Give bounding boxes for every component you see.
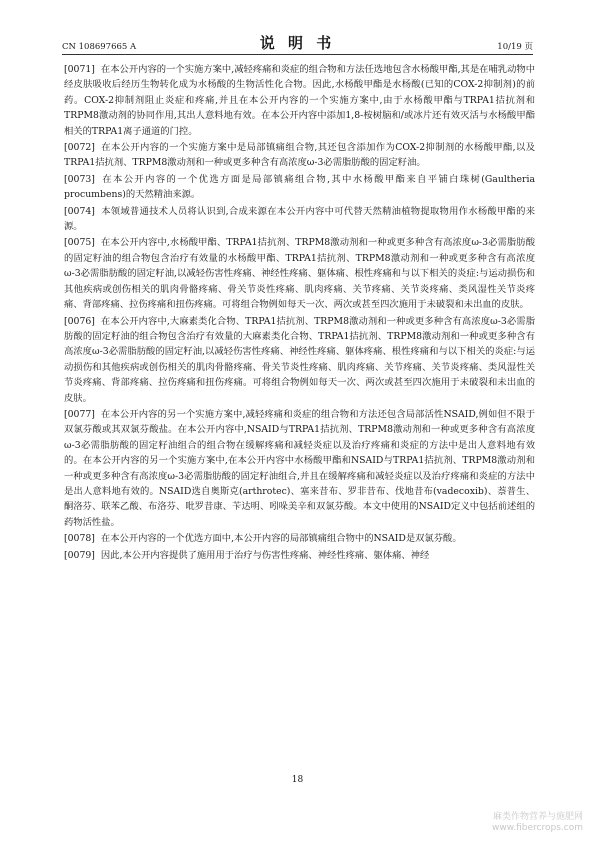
paragraph-number: [0077] — [64, 408, 95, 420]
page-counter: 10/19 页 — [497, 42, 533, 52]
page-header — [62, 30, 533, 55]
paragraph — [64, 407, 535, 530]
paragraph-number: [0076] — [64, 315, 95, 327]
watermark-title: 麻类作物营养与施肥网 — [492, 812, 583, 822]
watermark-url: www.fibercrops.com — [492, 823, 583, 833]
paragraph — [64, 204, 535, 235]
paragraph-text: 在本公开内容的另一个实施方案中,减轻疼痛和炎症的组合物和方法还包含局部活性NSAID,例如但不限于双氯芬酸或其双氯芬酸盐。在本公开内容中,NSAID与TRPA1拮抗剂、TRPM8激动剂和一种或更多种含有高浓度ω-3必需脂肪酸的固定籽油组合的组合物在缓解疼痛和减轻炎症以及治疗疼痛和炎症的方法中是出人意料地有效的。在本公开内容的另一个实施方案中,在本公开内容中水杨酸甲酯和NSAID与TRPA1拮抗剂、TRPM8激动剂和一种或更多种含有高浓度ω-3必需脂肪酸的固定籽油组合,并且在缓解疼痛和减轻炎症以及治疗疼痛和炎症的方法中是出人意料地有效的。NSAID选自奥斯克(arthrotec)、塞来昔布、罗非昔布、伐地昔布(vadecoxib)、萘普生、酮洛芬、联苯乙酸、布洛芬、吡罗昔康、苄达明、吲哚美辛和双氯芬酸。本文中使用的NSAID定义中包括前述组的药物活性盐。 — [64, 408, 535, 528]
paragraph — [64, 235, 535, 312]
page-number: 18 — [291, 775, 304, 785]
paragraph-number: [0074] — [64, 205, 95, 217]
paragraph-text: 在本公开内容的一个实施方案中,减轻疼痛和炎症的组合物和方法任选地包含水杨酸甲酯,其是在哺乳动物中经皮肤吸收后经历生物转化成为水杨酸的生物活性化合物。因此,水杨酸甲酯是水杨酸(已知的COX-2抑制剂)的前药。COX-2抑制剂阻止炎症和疼痛,并且在本公开内容的一个实施方案中,由于水杨酸甲酯与TRPA1拮抗剂和TRPM8激动剂的协同作用,其出人意料地有效。在本公开内容中添加1,8-桉树脑和/或冰片还有效灭活与水杨酸甲酯相关的TRPA1离子通道的门控。 — [64, 64, 535, 137]
watermark — [492, 812, 583, 834]
paragraph-number: [0071] — [64, 64, 95, 75]
document-title: 说 明 书 — [259, 34, 336, 52]
paragraph-text: 本领域普通技术人员将认识到,合成来源在本公开内容中可代替天然精油植物提取物用作水杨酸甲酯的来源。 — [64, 205, 535, 233]
paragraph — [64, 548, 535, 563]
paragraph-number: [0075] — [64, 237, 95, 249]
paragraph-text: 在本公开内容中,水杨酸甲酯、TRPA1拮抗剂、TRPM8激动剂和一种或更多种含有高浓度ω-3必需脂肪酸的固定籽油的组合物包含治疗有效量的水杨酸甲酯、TRPA1拮抗剂、TRPM8激动剂和一种或更多种含有高浓度ω-3必需脂肪酸的固定籽油,以减轻伤害性疼痛、神经性疼痛、躯体痛、根性疼痛和与以下相关的炎症:与运动损伤和其他疾病或创伤相关的肌肉骨骼疼痛、骨关节炎性疼痛、肌肉疼痛、关节疼痛、关节炎疼痛、类风湿性关节炎疼痛、背部疼痛、拉伤疼痛和扭伤疼痛。可将组合物例如每天一次、两次或甚至四次施用于未破裂和未出血的皮肤。 — [64, 237, 535, 311]
paragraph — [64, 62, 535, 139]
paragraph — [64, 140, 535, 171]
paragraph-number: [0072] — [64, 142, 95, 154]
paragraph-text: 在本公开内容的一个优选方面中,本公开内容的局部镇痛组合物中的NSAID是双氯芬酸。 — [100, 533, 462, 545]
paragraph-text: 因此,本公开内容提供了施用用于治疗与伤害性疼痛、神经性疼痛、躯体痛、神经 — [100, 549, 430, 561]
paragraph-number: [0078] — [64, 533, 95, 545]
paragraph-text: 在本公开内容中,大麻素类化合物、TRPA1拮抗剂、TRPM8激动剂和一种或更多种含有高浓度ω-3必需脂肪酸的固定籽油的组合物包含治疗有效量的大麻素类化合物、TRPA1拮抗剂、TRPM8激动剂和一种或更多种含有高浓度ω-3必需脂肪酸的固定籽油,以减轻伤害性疼痛、神经性疼痛、躯体疼痛、根性疼痛和与以下相关的炎症:与运动损伤和其他疾病或创伤相关的肌肉骨骼疼痛、骨关节炎性疼痛、肌肉疼痛、关节疼痛、关节炎疼痛、类风湿性关节炎疼痛、背部疼痛、拉伤疼痛和扭伤疼痛。可将组合物例如每天一次、两次或甚至四次施用于未破裂和未出血的皮肤。 — [64, 315, 535, 404]
patent-number: CN 108697665 A — [62, 42, 137, 52]
paragraph — [64, 314, 535, 406]
paragraph-text: 在本公开内容的一个实施方案中是局部镇痛组合物,其还包含添加作为COX-2抑制剂的水杨酸甲酯,以及TRPA1拮抗剂、TRPM8激动剂和一种或更多种含有高浓度ω-3必需脂肪酸的固定籽油。 — [64, 142, 535, 169]
paragraph-text: 在本公开内容的一个优选方面是局部镇痛组合物,其中水杨酸甲酯来自平铺白珠树(Gaultheria procumbens)的天然精油来源。 — [64, 173, 535, 201]
paragraph — [64, 172, 535, 203]
paragraph-number: [0073] — [64, 173, 95, 185]
paragraph-number: [0079] — [64, 549, 95, 561]
paragraph — [64, 531, 535, 546]
document-body — [64, 62, 535, 564]
